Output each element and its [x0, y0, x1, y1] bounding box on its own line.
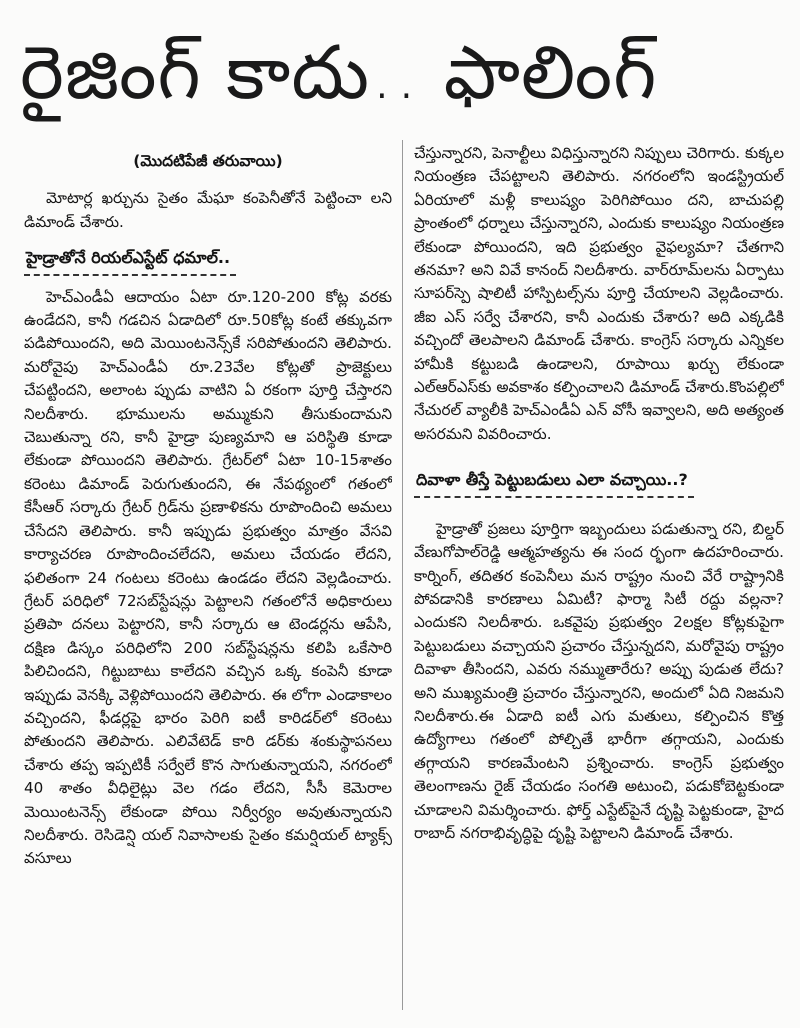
body-paragraph-right-2: హైడ్రాతో ప్రజలు పూర్తిగా ఇబ్బందులు పడుతున్నా రని, బిల్డర్ వేణుగోపాల్‌రెడ్డి ఆత్మహత్యను ఈ సంద ర్భంగా ఉదహరించారు. కార్నింగ్, తదితర కంపెనీలు మన రాష్ట్రం నుంచి వేరే రాష్ట్రానికి పోవడానికి కారణాలు ఏమిటీ? ఫార్మా సిటీ రద్దు వల్లనా? ఎందుకని నిలదీశారు. ఒకవైపు ప్రభుత్వం 2లక్షల కోట్లకుపైగా పెట్టుబడులు వచ్చాయని ప్రచారం చేస్తున్నదని, మరోవైపు రాష్ట్రం దివాళా తీసిందని, ఎవరు నమ్ముతారేరు? అప్పు పుడుత లేదు? అని ముఖ్యమంత్రి ప్రచారం చేస్తున్నారని, అందులో ఏది నిజమని నిలదీశారు.ఈ ఏడాది ఐటీ ఎగు మతులు, కల్పించిన కొత్త ఉద్యోగాలు గతంలో పోల్చితే భారీగా తగ్గాయని, ఎందుకు తగ్గాయని కారణమేంటని ప్రశ్నించారు. కాంగ్రెస్ ప్రభుత్వం తెలంగాణను రైజ్ చేయడం సంగతి అటుంచి, పడుకోబెట్టకుండా చూడాలని విమర్శించారు. ఫోర్త్ ఎస్టేట్‌పైనే దృష్టి పెట్టకుండా, హైద రాబాద్ నగరాభివృద్ధిపై దృష్టి పెట్టాలని డిమాండ్ చేశారు. — [414, 519, 784, 842]
right-column — [414, 142, 784, 1022]
headline: రైజింగ్ కాదు.. ఫాలింగ్ — [20, 30, 658, 116]
subheading-investments: దివాళా తీస్తే పెట్టుబడులు ఎలా వచ్చాయి..? — [414, 466, 694, 497]
body-paragraph-right-1: చేస్తున్నారని, పెనాల్టీలు విధిస్తున్నారని నిప్పులు చెరిగారు. కుక్కల నియంత్రణ చేపట్టాలని తెలిపారు. నగరంలోని ఇండస్ట్రియల్ ఏరియాలో మళ్లీ కాలుష్యం పెరిగిపోయిం దని, బాచుపల్లి ప్రాంతంలో ధర్నాలు చేస్తున్నారని, ఎందుకు కాలుష్యం నియంత్రణ లేకుండా పోయిందని, ఇది ప్రభుత్వం వైఫల్యమా? చేతగాని తనమా? అని వివే కానంద్ నిలదీశారు. వార్‌రూమ్‌లను ఏర్పాటు సూపర్‌స్పె షాలిటీ హాస్పిటల్స్‌ను పూర్తి చేయాలని వెల్లడించారు. జీఐ ఎస్ సర్వే చేశారని, కానీ ఎందుకు చేశారు? అది ఎక్కడికి వచ్చిందో తెలపాలని డిమాండ్ చేశారు. కాంగ్రెస్ సర్కారు ఎన్నికల హామీకి కట్టుబడి ఉండాలని, రూపాయి ఖర్చు లేకుండా ఎల్ఆర్ఎస్‌కు అవకాశం కల్పించాలని డిమాండ్ చేశారు.కొంపల్లిలో నేచురల్ వ్యాలీకి హెచ్ఎండీఏ ఎన్ వోసీ ఇవ్వాలని, అది అత్యంత అసరమని వివరించారు. — [414, 144, 784, 443]
left-column — [24, 140, 392, 1020]
body-paragraph-left: హెచ్ఎండీఏ ఆదాయం ఏటా రూ.120-200 కోట్ల వరకు ఉండేదని, కానీ గడచిన ఏడాదిలో రూ.50కోట్ల కంటే తక్కువగా పడిపోయిందని, అది మెయింటనెన్స్‌కే సరిపోతుందని తెలిపారు. మరోవైపు హెచ్ఎండీఏ రూ.23వేల కోట్లతో ప్రాజెక్టులు చేపట్టిందని, అలాంట ప్పుడు వాటిని ఏ రకంగా పూర్తి చేస్తారని నిలదీశారు. భూములను అమ్ముకుని తీసుకుందామని చెబుతున్నా రని, కానీ హైడ్రా పుణ్యమాని ఆ పరిస్థితి కూడా లేకుండా పోయిందని తెలిపారు. గ్రేటర్‌లో ఏటా 10-15శాతం కరెంటు డిమాండ్ పెరుగుతుందని, ఈ నేపథ్యంలో గతంలో కేసీఆర్ సర్కారు గ్రేటర్ గ్రిడ్‌ను ప్రణాళికను రూపొందించి అమలు చేసేదని తెలిపారు. కానీ ఇప్పుడు ప్రభుత్వం మాత్రం వేసవి కార్యాచరణ రూపొందించలేదని, అమలు చేయడం లేదని, ఫలితంగా 24 గంటలు కరెంటు ఉండడం లేదని వెల్లడించారు. గ్రేటర్ పరిధిలో 72సబ్‌స్టేషన్లు పెట్టాలని గతంలోనే అధికారులు ప్రతిపా దనలు పెట్టారని, కానీ సర్కారు ఆ టెండర్లను ఆపేసి, దక్షిణ డిస్కం పరిధిలోని 200 సబ్‌స్టేషన్లను కలిపి ఒకేసారి పిలిచిందని, గిట్టుబాటు కాలేదని వచ్చిన ఒక్క కంపెనీ కూడా ఇప్పుడు వెనక్కి వెళ్లిపోయిందని తెలిపారు. ఈ లోగా ఎండాకాలం వచ్చిందని, ఫీడర్లపై భారం పెరిగి ఐటీ కారిడర్‌లో కరెంటు పోతుందని తెలిపారు. ఎలివేటెడ్ కారి డర్‌కు శంకుస్థాపనలు చేశారు తప్ప ఇప్పటికీ సర్వేలే కొన సాగుతున్నాయని, నగరంలో 40 శాతం వీధిలైట్లు వెల గడం లేదని, సీసీ కెమెరాల మెయింటనెన్స్ లేకుండా పోయి నిర్వీర్యం అవుతున్నాయని నిలదీశారు. రెసిడెన్షి యల్ నివాసాలకు సైతం కమర్షియల్ ట్యాక్స్ వసూలు — [24, 287, 392, 868]
column-divider — [402, 140, 403, 1010]
subheading-real-estate: హైడ్రాతోనే రియల్ఎస్టేట్ ధమాల్.. — [24, 244, 236, 275]
intro-paragraph: మోటార్ల ఖర్చును సైతం మేఘా కంపెనీతోనే పెట్టించా లని డిమాండ్ చేశారు. — [24, 189, 392, 231]
continuation-note: (మొదటిపేజీ తరువాయి) — [133, 152, 283, 170]
